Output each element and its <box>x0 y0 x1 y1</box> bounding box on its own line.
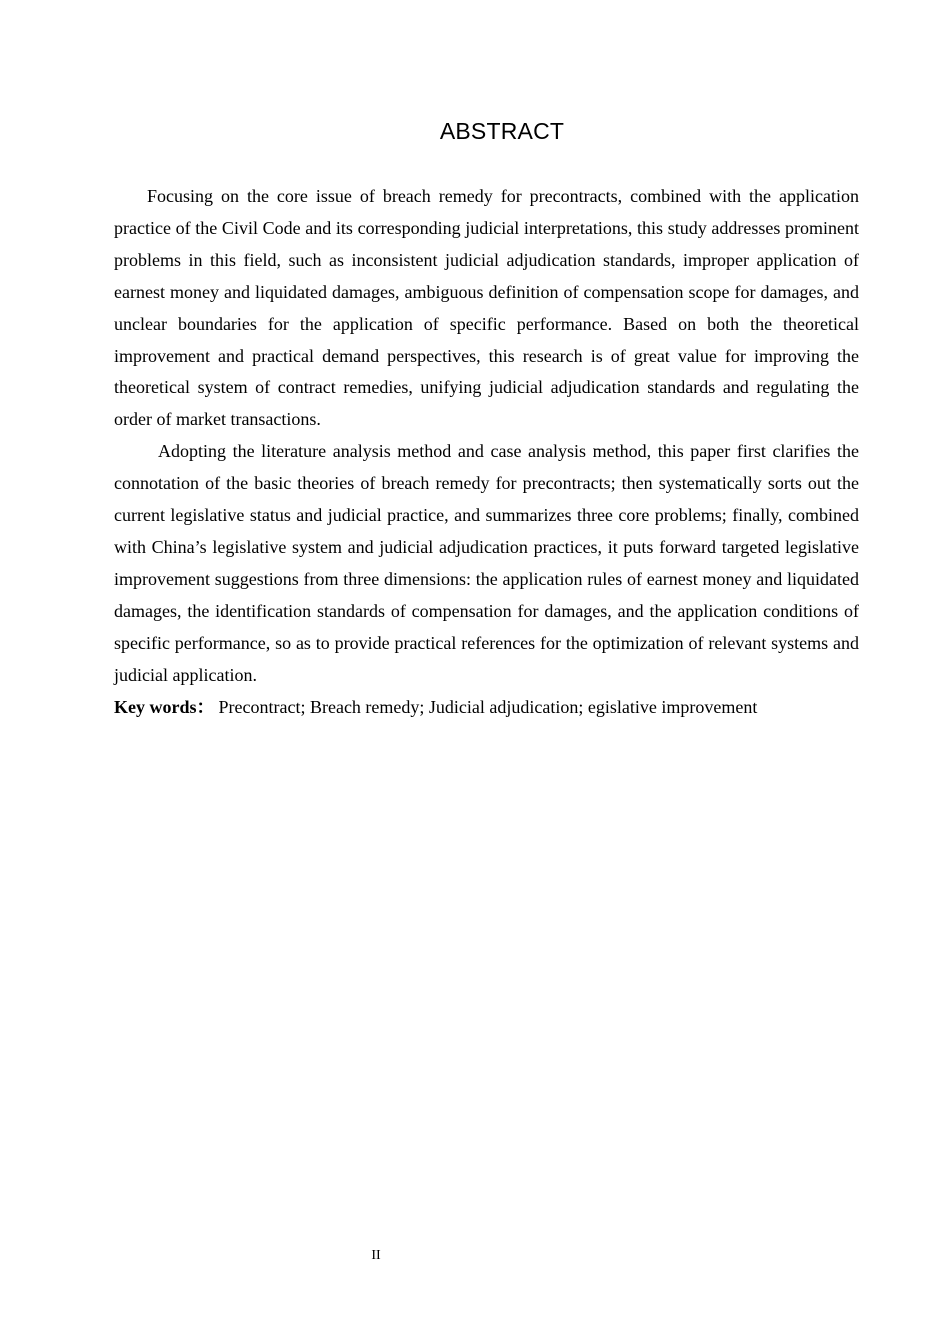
abstract-heading: ABSTRACT <box>439 118 565 144</box>
keywords-line <box>114 692 859 724</box>
keywords-list: Precontract; Breach remedy; Judicial adjudication; egislative improvement <box>218 696 758 717</box>
abstract-paragraph-2: Adopting the literature analysis method and case analysis method, this paper first clarifies the connotation of the basic theories of breach remedy for precontracts; then systematically sorts out the current legislative status and judicial practice, and summarizes three core problems; finally, combined with China’s legislative system and judicial adjudication practices, it puts forward targeted legislative improvement suggestions from three dimensions: the application rules of earnest money and liquidated damages, the identification standards of compensation for damages, and the application conditions of specific performance, so as to provide practical references for the optimization of relevant systems and judicial application. <box>114 441 859 685</box>
abstract-paragraph-1: Focusing on the core issue of breach remedy for precontracts, combined with the application practice of the Civil Code and its corresponding judicial interpretations, this study addresses prominent problems in this field, such as inconsistent judicial adjudication standards, improper application of earnest money and liquidated damages, ambiguous definition of compensation scope for damages, and unclear boundaries for the application of specific performance. Based on both the theoretical improvement and practical demand perspectives, this research is of great value for improving the theoretical system of contract remedies, unifying judicial adjudication standards and regulating the order of market transactions. <box>114 186 859 430</box>
abstract-body <box>114 181 859 723</box>
keywords-label: Key words： <box>114 696 215 717</box>
page-number: II <box>371 1248 381 1263</box>
